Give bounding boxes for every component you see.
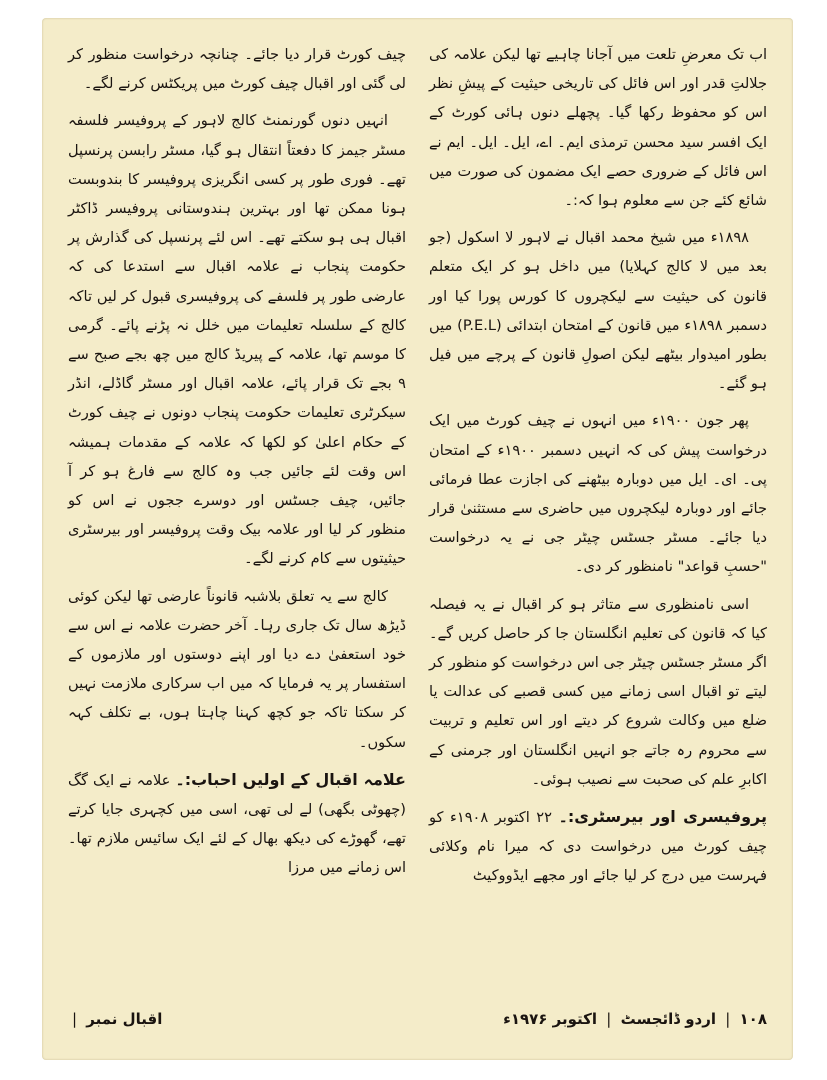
paragraph: ۱۸۹۸ء میں شیخ محمد اقبال نے لاہور لا اسکول (جو بعد میں لا کالج کہلایا) میں داخل ہو کر ایک متعلم قانون کی حیثیت سے لیکچروں کا کورس پورا کیا اور دسمبر ۱۸۹۸ء میں قانون کے امتحان ابتدائی (P.E.L) میں بطور امیدوار بیٹھے لیکن اصولِ قانون کے پرچے میں فیل ہو گئے۔: [429, 229, 767, 393]
page-number: ۱۰۸: [739, 1010, 767, 1028]
footer-separator: |: [725, 1010, 731, 1028]
paragraph: کالج سے یہ تعلق بلاشبہ قانوناً عارضی تھا لیکن کوئی ڈیڑھ سال تک جاری رہا۔ آخر حضرت علامہ نے اس سے خود استعفیٰ دے دیا اور اپنے دوستوں اور ملازموں کے استفسار پر یہ فرمایا کہ میں اب سرکاری ملازمت نہیں کر سکتا تاکہ جو کچھ کہنا چاہتا ہوں، بے تکلف کہہ سکوں۔: [68, 587, 406, 751]
right-column: [429, 40, 767, 899]
paragraph: اب تک معرضِ تلعت میں آجانا چاہیے تھا لیکن علامہ کی جلالتِ قدر اور اس فائل کی تاریخی حیثیت کے پیشِ نظر اس کو محفوظ رکھا گیا۔ پچھلے دنوں ہائی کورٹ کے ایک افسر سید محسن ترمذی ایم۔ اے، ایل۔ ایل۔ ایم نے اس فائل کے ضروری حصے ایک مضمون کی صورت میں شائع کئے جن سے معلوم ہوا کہ:۔: [429, 46, 767, 210]
page-footer-right: [429, 1010, 767, 1028]
paragraph-text: ۲۲ اکتوبر ۱۹۰۸ء کو چیف کورٹ میں درخواست دی کہ میرا نام وکلائی فہرست میں درج کر لیا جائے اور مجھے ایڈووکیٹ: [429, 809, 767, 885]
footer-separator: |: [606, 1010, 612, 1028]
issue-date: اکتوبر ۱۹۷۶ء: [503, 1010, 598, 1028]
page-footer-left: [68, 1010, 406, 1028]
section-heading: علامہ اقبال کے اولیں احباب:۔: [175, 769, 406, 789]
footer-separator: |: [72, 1010, 78, 1028]
paragraph: چیف کورٹ قرار دیا جائے۔ چنانچہ درخواست منظور کر لی گئی اور اقبال چیف کورٹ میں پریکٹس کرنے لگے۔: [68, 46, 406, 93]
scanned-page: [42, 18, 793, 1060]
paragraph: انہیں دنوں گورنمنٹ کالج لاہور کے پروفیسر فلسفہ مسٹر جیمز کا دفعتاً انتقال ہو گیا، مسٹر رابسن پرنسپل تھے۔ فوری طور پر کسی انگریزی پروفیسر کا بندوبست ہونا ممکن تھا اور بہترین ہندوستانی پروفیسر ڈاکٹر اقبال ہی ہو سکتے تھے۔ اس لئے پرنسپل کی گذارش پر حکومت پنجاب نے علامہ اقبال سے استدعا کی کہ عارضی طور پر فلسفے کی پروفیسری قبول کر لیں تاکہ کالج کے سلسلہ تعلیمات میں خلل نہ پڑنے پائے۔ گرمی کا موسم تھا، علامہ کے پیریڈ کالج میں چھ بجے صبح سے ۹ بجے تک قرار پائے، علامہ اقبال اور مسٹر گاڈلے، انڈر سیکرٹری تعلیمات حکومت پنجاب دونوں نے چیف کورٹ کے حکام اعلیٰ کو لکھا کہ علامہ کے مقدمات ہمیشہ اس وقت لئے جائیں جب وہ کالج سے فارغ ہو کر آ جائیں، چیف جسٹس اور دوسرے ججوں نے اس کو منظور کر لیا اور علامہ بیک وقت پروفیسر اور بیرسٹری حیثیتوں سے کام کرنے لگے۔: [68, 112, 406, 568]
paragraph-text: علامہ نے ایک گگ (چھوٹی بگھی) لے لی تھی، اسی میں کچہری جایا کرتے تھے، گھوڑے کی دیکھ بھال کے لئے ایک سائیس ملازم تھا۔ اس زمانے میں مرزا: [68, 771, 406, 877]
special-issue-label: اقبال نمبر: [86, 1010, 163, 1028]
paragraph: [429, 802, 767, 891]
section-heading: پروفیسری اور بیرسٹری:۔: [558, 807, 767, 827]
publication-name: اردو ڈائجسٹ: [620, 1010, 716, 1028]
paragraph: [68, 765, 406, 883]
left-column: [68, 40, 406, 891]
paragraph: پھر جون ۱۹۰۰ء میں انہوں نے چیف کورٹ میں ایک درخواست پیش کی کہ انہیں دسمبر ۱۹۰۰ء کے امتحان پی۔ ای۔ ایل میں دوبارہ بیٹھنے کی اجازت عطا فرمائی جائے اور دوبارہ لیکچروں میں حاضری سے مستثنیٰ قرار دیا جائے۔ مسٹر جسٹس چیٹر جی نے یہ درخواست "حسبِ قواعد" نامنظور کر دی۔: [429, 412, 767, 576]
paragraph: اسی نامنظوری سے متاثر ہو کر اقبال نے یہ فیصلہ کیا کہ قانون کی تعلیم انگلستان جا کر حاصل کریں گے۔ اگر مسٹر جسٹس چیٹر جی اس درخواست کو منظور کر لیتے تو اقبال اسی زمانے میں کسی قصبے کی عدالت یا ضلع میں وکالت شروع کر دیتے اور اس تعلیم و تربیت سے محروم رہ جاتے جو انہیں انگلستان اور جرمنی کے اکابرِ علم کی صحبت سے نصیب ہوئی۔: [429, 595, 767, 788]
